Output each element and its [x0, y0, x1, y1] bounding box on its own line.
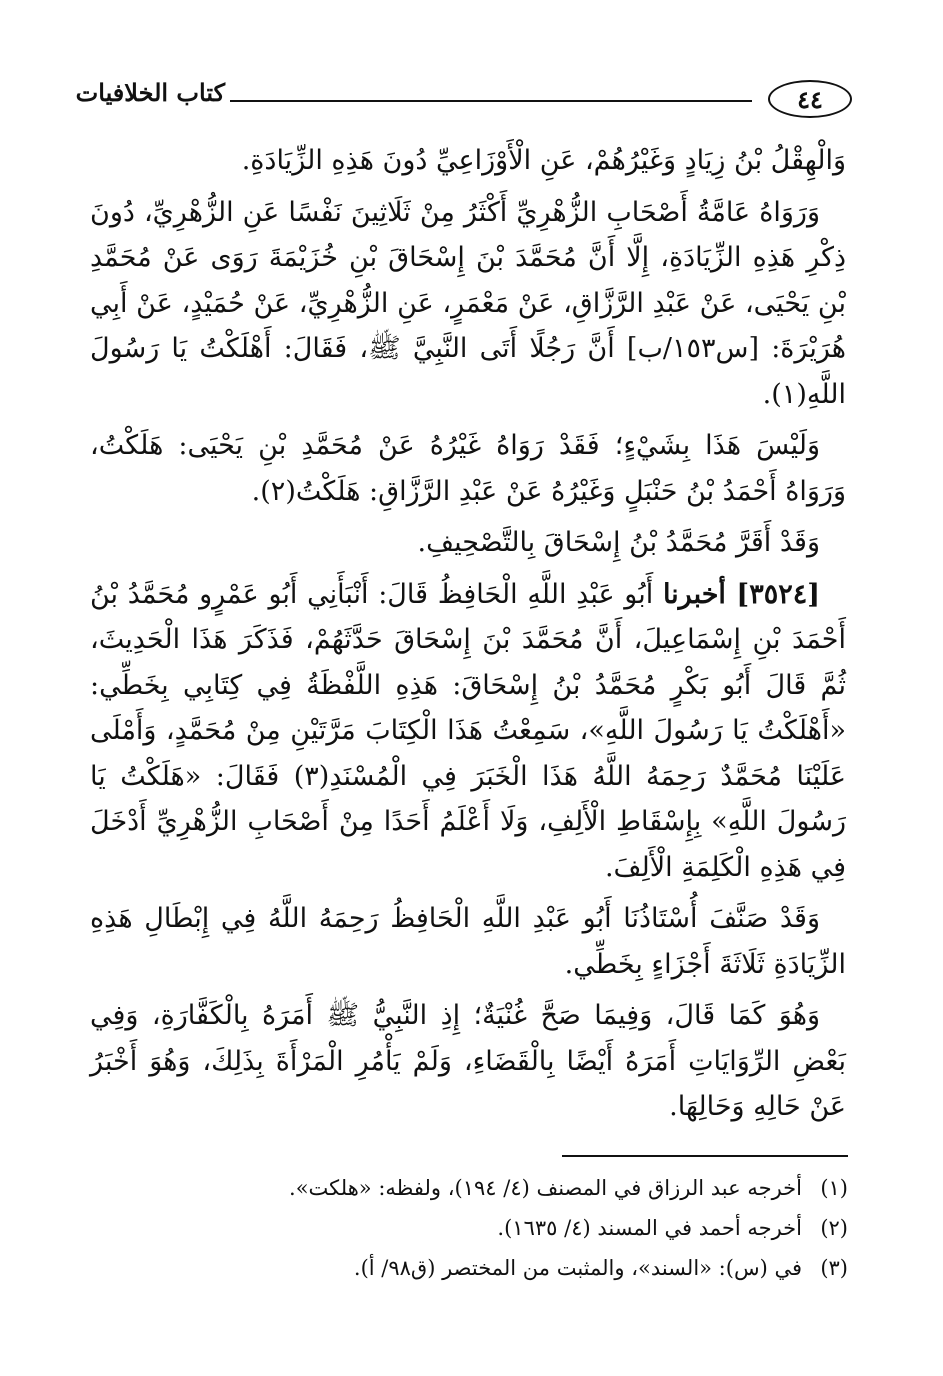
- footnote-rule: [562, 1155, 848, 1157]
- paragraph: وَقَدْ أَقَرَّ مُحَمَّدُ بْنُ إِسْحَاقَ بِالتَّصْحِيفِ.: [417, 527, 820, 558]
- page-header: [75, 78, 852, 128]
- hadith-paragraph: [90, 572, 846, 891]
- paragraph: وَالْهِقْلُ بْنُ زِيَادٍ وَغَيْرُهُمْ، عَنِ الْأَوْزَاعِيِّ دُونَ هَذِهِ الزِّيَادَةِ.: [241, 145, 846, 176]
- hadith-text: أَبُو عَبْدِ اللَّهِ الْحَافِظُ قَالَ: أَنْبَأَنِي أَبُو عَمْرٍو مُحَمَّدُ بْنُ أَحْمَدَ بْنِ إِسْمَاعِيلَ، أَنَّ مُحَمَّدَ بْنَ إِسْحَاقَ حَدَّثَهُمْ، فَذَكَرَ هَذَا الْحَدِيثَ، ثُمَّ قَالَ أَبُو بَكْرٍ مُحَمَّدُ بْنُ إِسْحَاقَ: هَذِهِ اللَّفْظَةُ فِي كِتَابِي بِخَطِّي: «أَهْلَكْتُ يَا رَسُولَ اللَّهِ»، سَمِعْتُ هَذَا الْكِتَابَ مَرَّتَيْنِ مِنْ مُحَمَّدٍ، وَأَمْلَى عَلَيْنَا مُحَمَّدٌ رَحِمَهُ اللَّهُ هَذَا الْخَبَرَ فِي الْمُسْنَدِ(٣) فَقَالَ: «هَلَكْتُ يَا رَسُولَ اللَّهِ» بِإِسْقَاطِ الْأَلِفِ، وَلَا أَعْلَمُ أَحَدًا مِنْ أَصْحَابِ الزُّهْرِيِّ أَدْخَلَ فِي هَذِهِ الْكَلِمَةِ الْأَلِفَ.: [90, 578, 846, 883]
- footnote-text: أخرجه عبد الرزاق في المصنف (٤/ ١٩٤)، ولفظه: «هلكت».: [289, 1176, 802, 1200]
- hadith-ref: [٣٥٢٤] أخبرنا: [662, 578, 820, 610]
- header-rule: [230, 100, 752, 102]
- paragraph: وَلَيْسَ هَذَا بِشَيْءٍ؛ فَقَدْ رَوَاهُ غَيْرُهُ عَنْ مُحَمَّدِ بْنِ يَحْيَى: هَلَكْتُ، وَرَوَاهُ أَحْمَدُ بْنُ حَنْبَلٍ وَغَيْرُهُ عَنْ عَبْدِ الرَّزَّاقِ: هَلَكْتُ(٢).: [90, 430, 846, 507]
- footnote-text: أخرجه أحمد في المسند (٤/ ١٦٣٥).: [497, 1216, 802, 1240]
- footnote-number: (٣): [820, 1256, 848, 1280]
- footnote-number: (٢): [820, 1216, 848, 1240]
- footnote: [88, 1168, 848, 1208]
- footnotes: [88, 1168, 848, 1288]
- paragraph: وَرَوَاهُ عَامَّةُ أَصْحَابِ الزُّهْرِيِّ أَكْثَرُ مِنْ ثَلَاثِينَ نَفْسًا عَنِ الزُّهْرِيِّ، دُونَ ذِكْرِ هَذِهِ الزِّيَادَةِ، إِلَّا أَنَّ مُحَمَّدَ بْنَ إِسْحَاقَ بْنِ خُزَيْمَةَ رَوَى عَنْ مُحَمَّدِ بْنِ يَحْيَى، عَنْ عَبْدِ الرَّزَّاقِ، عَنْ مَعْمَرٍ، عَنِ الزُّهْرِيِّ، عَنْ حُمَيْدٍ، عَنْ أَبِي هُرَيْرَةَ: [س١٥٣/ب] أَنَّ رَجُلًا أَتَى النَّبِيَّ ﷺ، فَقَالَ: أَهْلَكْتُ يَا رَسُولَ اللَّهِ(١).: [90, 196, 846, 410]
- footnote: [88, 1208, 848, 1248]
- footnote: [88, 1248, 848, 1288]
- book-title: كتاب الخلافيات: [75, 78, 225, 107]
- main-text: [90, 138, 846, 1136]
- page-number: ٤٤: [768, 80, 852, 118]
- paragraph: وَهُوَ كَمَا قَالَ، وَفِيمَا صَحَّ غُنْيَةٌ؛ إِذِ النَّبِيُّ ﷺ أَمَرَهُ بِالْكَفَّارَةِ، وَفِي بَعْضِ الرِّوَايَاتِ أَمَرَهُ أَيْضًا بِالْقَضَاءِ، وَلَمْ يَأْمُرِ الْمَرْأَةَ بِذَلِكَ، وَهُوَ أَخْبَرُ عَنْ حَالِهِ وَحَالِهَا.: [90, 1000, 846, 1122]
- footnote-number: (١): [820, 1176, 848, 1200]
- paragraph: وَقَدْ صَنَّفَ أُسْتَاذُنَا أَبُو عَبْدِ اللَّهِ الْحَافِظُ رَحِمَهُ اللَّهُ فِي إِبْطَالِ هَذِهِ الزِّيَادَةِ ثَلَاثَةَ أَجْزَاءٍ بِخَطِّي.: [90, 903, 846, 980]
- footnote-text: في (س): «السند»، والمثبت من المختصر (ق٩٨/ أ).: [353, 1256, 802, 1280]
